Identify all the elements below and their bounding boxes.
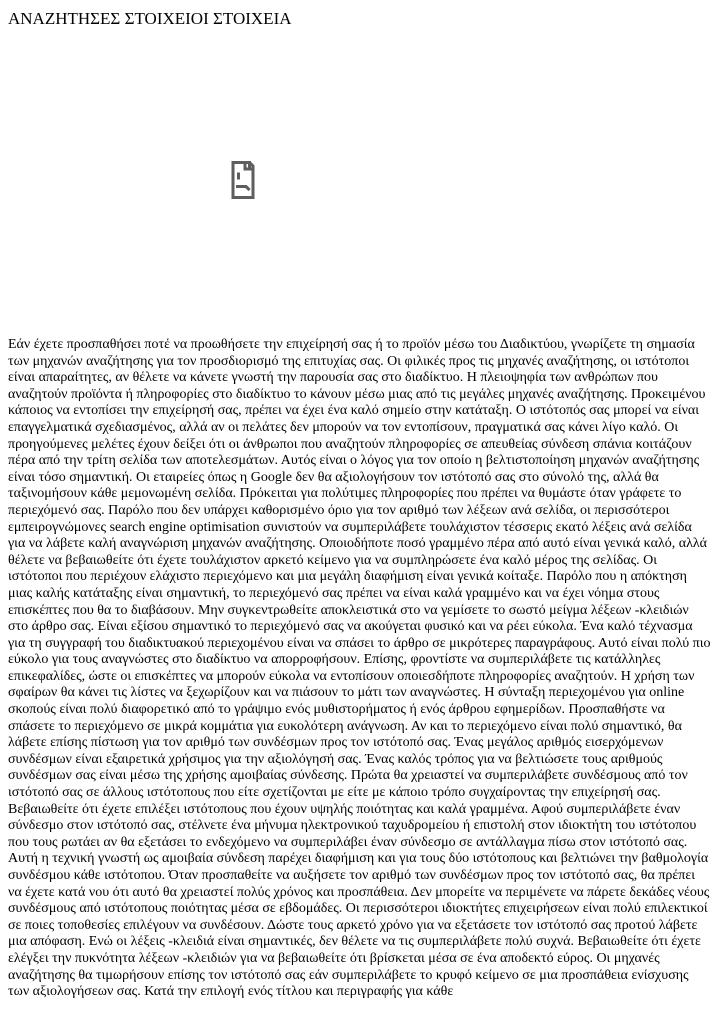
body-paragraph: Εάν έχετε προσπαθήσει ποτέ να προωθήσετε την επιχείρησή σας ή το προϊόν μέσω του Διαδικτύου, γνωρίζετε τη σημασία των μηχανών αναζήτησης για τον προσδιορισμό της επιτυχίας σας. Οι φιλικές προς τις μηχανές αναζήτησης, οι ιστότοποι είναι απαραίτητες, αν θέλετε να κάνετε γνωστή την παρουσία σας στο διαδίκτυο. Η πλειοψηφία των ανθρώπων που αναζητούν προϊόντα ή πληροφορίες στο διαδίκτυο το κάνουν μέσω μιας από τις μεγάλες μηχανές αναζήτησης. Προκειμένου κάποιος να εντοπίσει την επιχείρησή σας, πρέπει να έχει ένα καλό σημείο στην κατάταξη. Ο ιστότοπός σας μπορεί να είναι επαγγελματικά σχεδιασμένος, αλλά αν οι πελάτες δεν μπορούν να τον εντοπίσουν, πραγματικά σας κάνει λίγο καλό. Οι προηγούμενες μελέτες έχουν δείξει ότι οι άνθρωποι που αναζητούν πληροφορίες σε απευθείας σύνδεση σπάνια κοιτάζουν πέρα από την τρίτη σελίδα των αποτελεσμάτων. Αυτός είναι ο λόγος για τον οποίο η βελτιστοποίηση μηχανών αναζήτησης είναι τόσο σημαντική. Οι εταιρείες όπως η Google δεν θα αξιολογήσουν τον ιστότοπό σας στο σύνολό της, αλλά θα ταξινομήσουν κάθε μεμονωμένη σελίδα. Πρόκειται για πολύτιμες πληροφορίες που πρέπει να θυμάστε όταν γράφετε το περιεχόμενό σας. Παρόλο που δεν υπάρχει καθορισμένο όριο για τον αριθμό των λέξεων ανά σελίδα, οι περισσότεροι εμπειρογνώμονες search engine optimisation συνιστούν να συμπεριλάβετε τουλάχιστον τέσσερις εκατό λέξεις ανά σελίδα για να λάβετε καλή αναγνώριση μηχανών αναζήτησης. Οποιοδήποτε ποσό γραμμένο πέρα από αυτό είναι γενικά καλό, αλλά θέλετε να βεβαιωθείτε ότι έχετε τουλάχιστον αρκετό κείμενο για να συμπληρώσετε ένα καλό μέρος της σελίδας. Οι ιστότοποι που περιέχουν ελάχιστο περιεχόμενο και μια μεγάλη διαφήμιση είναι γενικά κοίταξε. Παρόλο που η απόκτηση μιας καλής κατάταξης είναι σημαντική, το περιεχόμενό σας πρέπει να είναι καλά γραμμένο και να έχει νόημα στους επισκέπτες που θα το διαβάσουν. Μην συγκεντρωθείτε αποκλειστικά στο να γεμίσετε το σωστό μείγμα λέξεων -κλειδιών στο άρθρο σας. Είναι εξίσου σημαντικό το περιεχόμενό σας να ακούγεται φυσικό και να ρέει εύκολα. Ένα καλό τέχνασμα για τη συγγραφή του διαδικτυακού περιεχομένου είναι να σπάσει το άρθρο σε μικρότερες παραγράφους. Αυτό είναι πολύ πιο εύκολο για τους αναγνώστες στο διαδίκτυο να απορροφήσουν. Επίσης, φροντίστε να συμπεριλάβετε τις κατάλληλες επικεφαλίδες, ώστε οι επισκέπτες να μπορούν εύκολα να εντοπίσουν οποιεσδήποτε πληροφορίες αναζητούν. Η χρήση των σφαίρων θα κάνει τις λίστες να ξεχωρίζουν και να πιάσουν το μάτι των αναγνώστες. Η σύνταξη περιεχομένου για online σκοπούς είναι πολύ διαφορετικό από το γράψιμο ενός μυθιστορήματος ή ενός άρθρου εφημερίδων. Προσπαθήστε να σπάσετε το περιεχόμενο σε μικρά κομμάτια για ευκολότερη ανάγνωση. Αν και το περιεχόμενο είναι πολύ σημαντικό, θα λάβετε επίσης πίστωση για τον αριθμό των συνδέσμων προς τον ιστότοπό σας. Ένας μεγάλος αριθμός εισερχόμενων συνδέσμων είναι εξαιρετικά χρήσιμος για την αξιολόγησή σας. Ένας καλός τρόπος για να βελτιώσετε τους αριθμούς συνδέσμων σας είναι μέσω της χρήσης αμοιβαίας σύνδεσης. Πρώτα θα χρειαστεί να συμπεριλάβετε συνδέσμους από τον ιστότοπό σας σε άλλους ιστότοπους που είτε σχετίζονται με είτε με κάποιο τρόπο συγχαίροντας την επιχείρησή σας. Βεβαιωθείτε ότι έχετε επιλέξει ιστότοπους που έχουν υψηλής ποιότητας και καλά γραμμένα. Αφού συμπεριλάβετε έναν σύνδεσμο στον ιστότοπό σας, στέλνετε ένα μήνυμα ηλεκτρονικού ταχυδρομείου ή επιστολή στον ιδιοκτήτη του ιστότοπου που τους ρωτάει αν θα εξετάσει το ενδεχόμενο να συμπεριλάβει έναν σύνδεσμο σε αντάλλαγμα πίσω στον ιστότοπό σας. Αυτή η τεχνική γνωστή ως αμοιβαία σύνδεση παρέχει διαφήμιση και για τους δύο ιστότοπους και βελτιώνει την βαθμολογία συνδέσμου κάθε ιστότοπου. Όταν προσπαθείτε να αυξήσετε τον αριθμό των συνδέσμων προς τον ιστότοπό σας, θα πρέπει να έχετε κατά νου ότι αυτό θα χρειαστεί πολύς χρόνος και προσπάθεια. Δεν μπορείτε να περιμένετε να πάρετε δεκάδες νέους συνδέσμους από ιστότοπους ποιότητας μέσα σε εβδομάδες. Οι περισσότεροι ιδιοκτήτες επιχειρήσεων είναι πολύ επιλεκτικοί σε ποιες τοποθεσίες επιλέγουν να συνδέσουν. Δώστε τους αρκετό χρόνο για να εξετάσετε τον ιστότοπό σας προτού λάβετε μια απόφαση. Ενώ οι λέξεις -κλειδιά είναι σημαντικές, δεν θέλετε να τις συμπεριλάβετε πολύ συχνά. Βεβαιωθείτε ότι έχετε ελέγξει την πυκνότητα λέξεων -κλειδιών για να βεβαιωθείτε ότι βρίσκεται μέσα σε ένα αποδεκτό εύρος. Οι μηχανές αναζήτησης θα τιμωρήσουν επίσης τον ιστότοπό σας εάν συμπεριλάβετε το κρυφό κείμενο σε μια προσπάθεια ενίσχυσης των αξιολογήσεων σας. Κατά την επιλογή ενός τίτλου και περιγραφής για κάθε: [8, 337, 711, 1000]
broken-image-icon: [228, 158, 258, 202]
page-title: ΑΝΑΖΗΤΗΣΕΣ ΣΤΟΙΧΕΙΟΙ ΣΤΟΙΧΕΙΑ: [8, 9, 292, 28]
broken-image-placeholder: [8, 30, 478, 330]
